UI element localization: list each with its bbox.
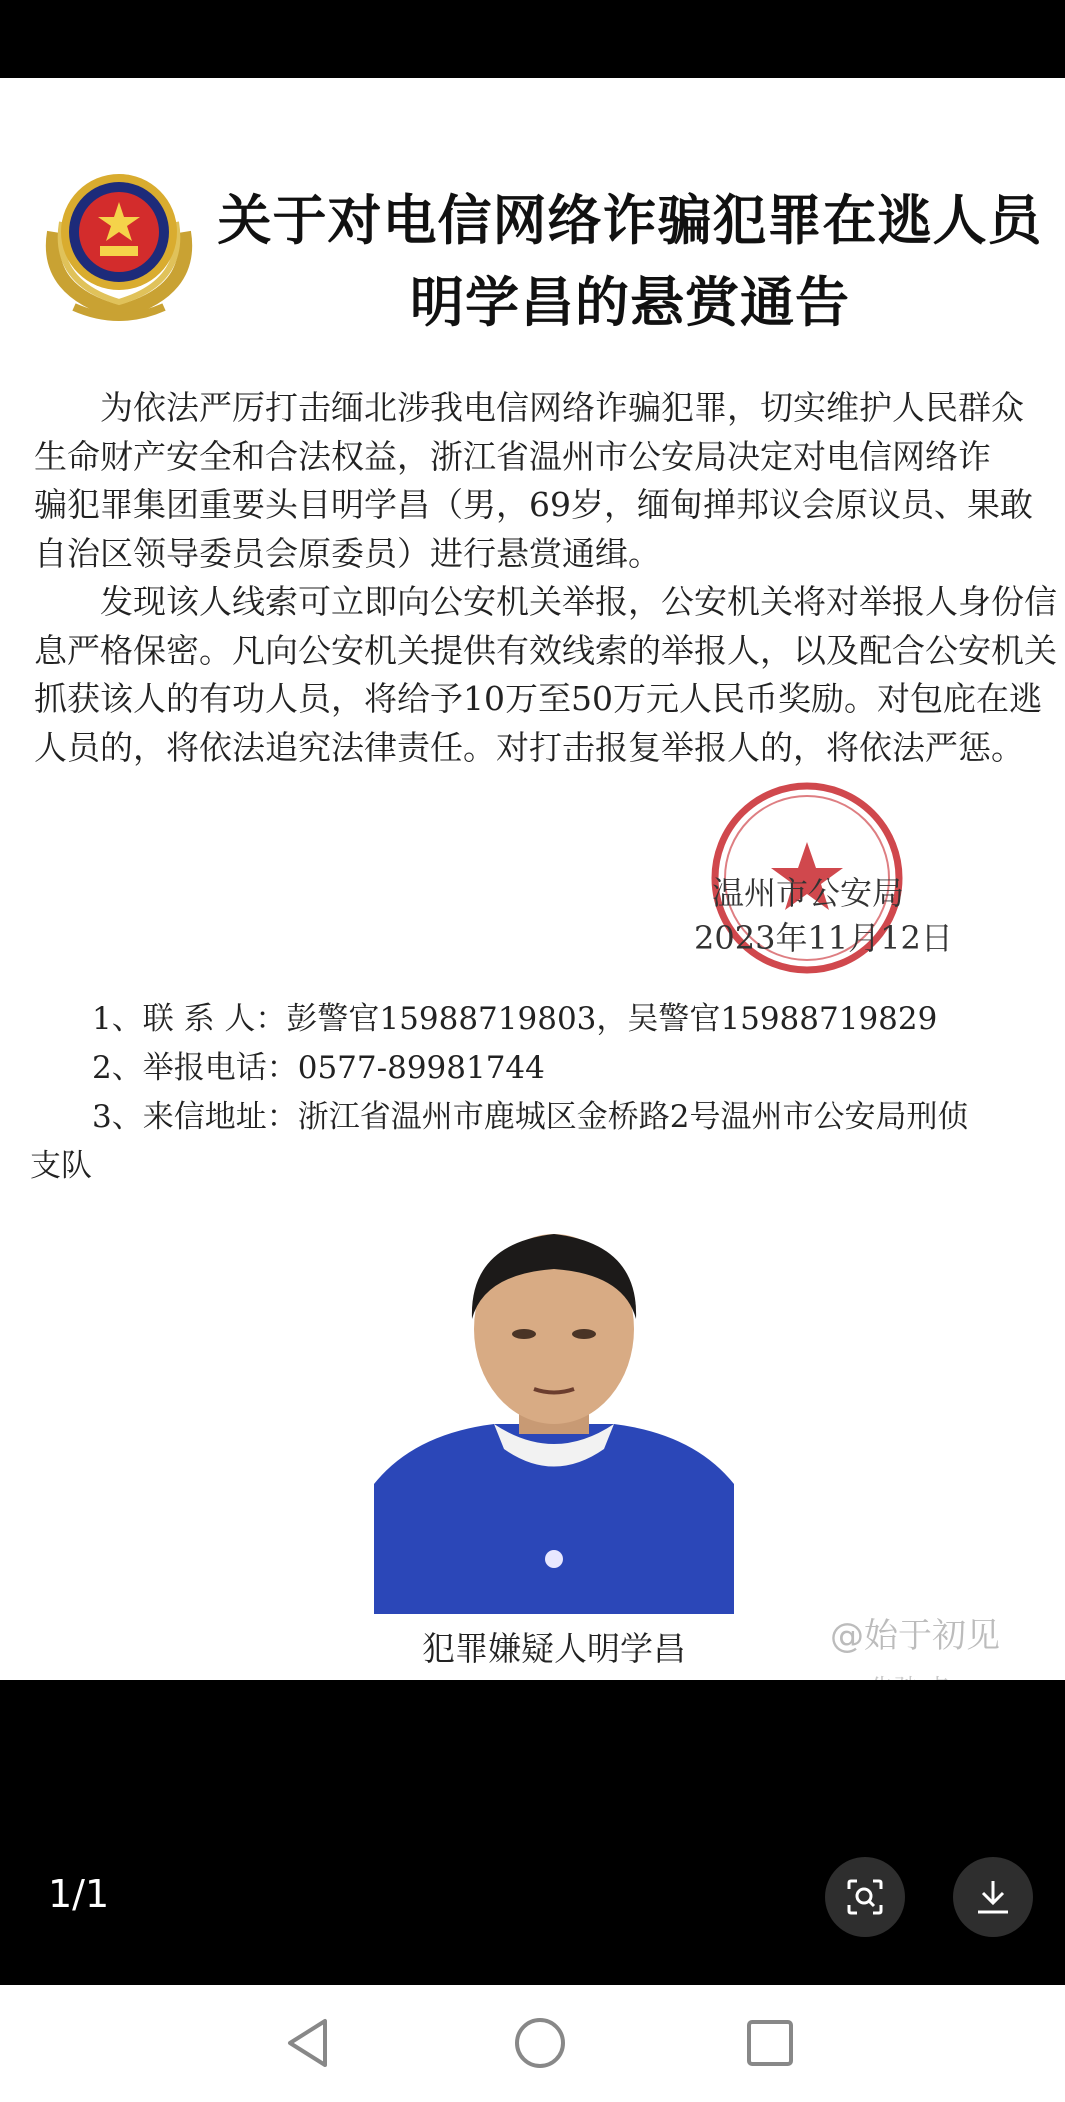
paragraph-line: 抓获该人的有功人员，将给予10万至50万元人民币奖励。对包庇在逃 [34, 679, 1042, 718]
issue-date: 2023年11月12日 [694, 919, 953, 957]
contact-line: 支队 [30, 1148, 92, 1184]
paragraph-line: 骗犯罪集团重要头目明学昌（男，69岁，缅甸掸邦议会原议员、果敢 [34, 485, 1033, 524]
notice-title-line2: 明学昌的悬赏通告 [410, 270, 850, 334]
paragraph-line: 自治区领导委员会原委员）进行悬赏通缉。 [34, 533, 661, 573]
police-emblem [34, 162, 204, 322]
watermark-text: @始于初见 [830, 1616, 1000, 1656]
notice-paragraph-1 [34, 384, 1064, 578]
suspect-portrait [374, 1214, 734, 1614]
scan-button[interactable] [825, 1857, 905, 1937]
paragraph-line: 人员的，将依法追究法律责任。对打击报复举报人的，将依法严惩。 [34, 727, 1024, 767]
notice-title-line1: 关于对电信网络诈骗犯罪在逃人员 [217, 188, 1043, 252]
paragraph-line: 生命财产安全和合法权益，浙江省温州市公安局决定对电信网络诈 [34, 436, 991, 476]
paragraph-line: 发现该人线索可立即向公安机关举报，公安机关将对举报人身份信 [34, 582, 1057, 621]
issuing-authority: 温州市公安局 [712, 874, 905, 912]
paragraph-line: 息严格保密。凡向公安机关提供有效线索的举报人，以及配合公安机关 [34, 630, 1057, 670]
notice-paragraph-2 [34, 578, 1064, 772]
top-black-bar [0, 0, 1065, 78]
system-nav-bar [0, 1985, 1065, 2102]
paragraph-line: 为依法严厉打击缅北涉我电信网络诈骗犯罪，切实维护人民群众 [34, 388, 1024, 427]
download-button[interactable] [953, 1857, 1033, 1937]
scan-search-icon [845, 1877, 885, 1917]
contact-info [30, 995, 1060, 1191]
contact-line: 2、举报电话：0577-89981744 [30, 1050, 545, 1086]
viewer-toolbar [0, 1680, 1065, 1985]
back-triangle-icon[interactable] [280, 2013, 340, 2073]
contact-line: 1、联 系 人：彭警官15988719803，吴警官15988719829 [30, 1001, 938, 1037]
notice-image[interactable] [0, 78, 1065, 1680]
portrait-caption: 犯罪嫌疑人明学昌 [422, 1629, 686, 1668]
download-icon [973, 1877, 1013, 1917]
home-circle-icon[interactable] [510, 2013, 570, 2073]
page-counter: 1/1 [48, 1872, 110, 1916]
recent-square-icon[interactable] [740, 2013, 800, 2073]
contact-line: 3、来信地址：浙江省温州市鹿城区金桥路2号温州市公安局刑侦 [30, 1099, 969, 1135]
